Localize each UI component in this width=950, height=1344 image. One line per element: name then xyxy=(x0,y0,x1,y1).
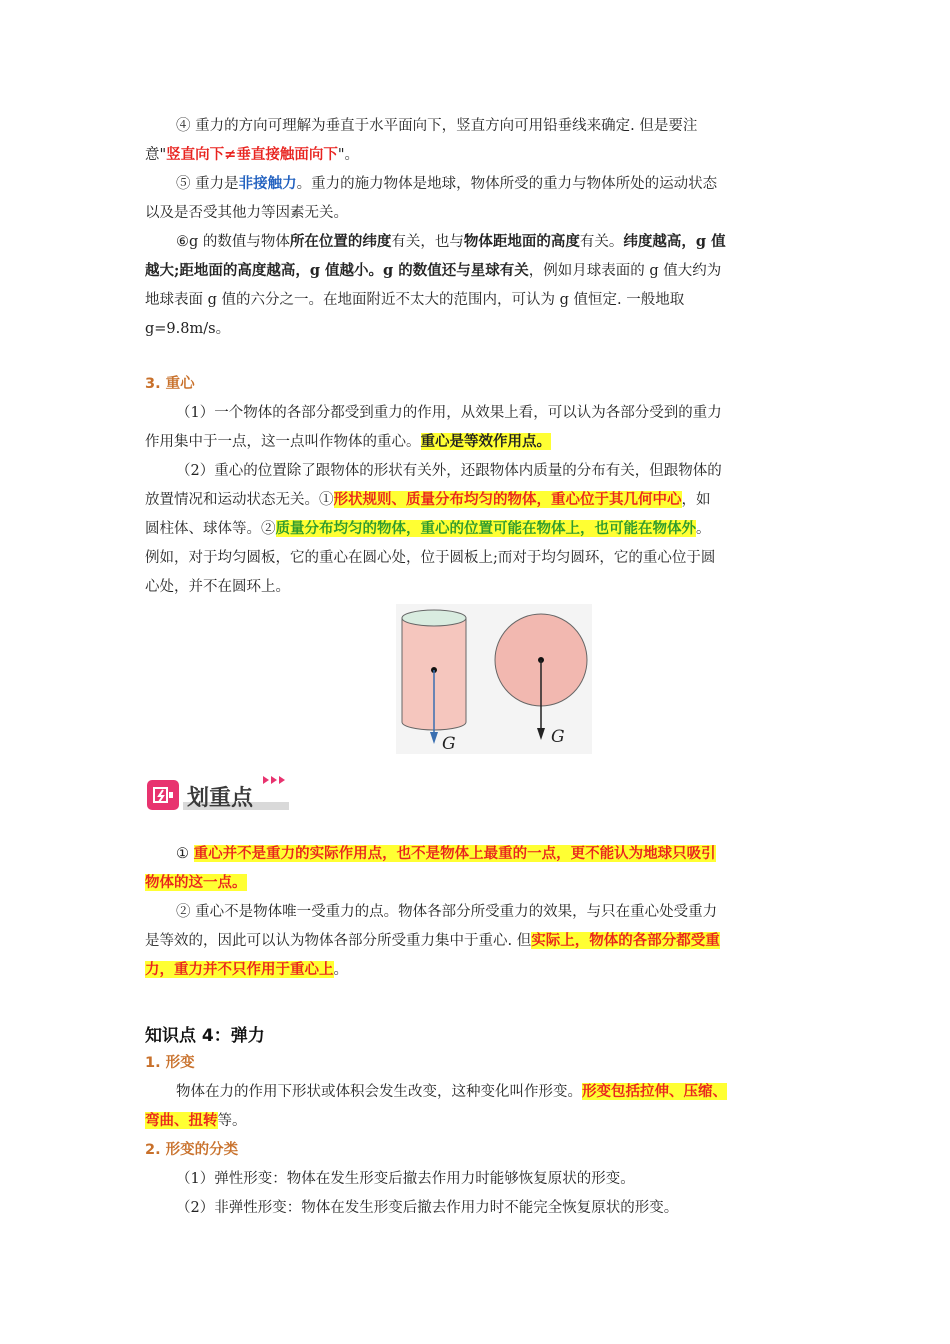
text: （2）非弹性形变：物体在发生形变后撤去作用力时不能完全恢复原状的形变。 xyxy=(176,1200,679,1216)
highlight-red: 实际上，物体的各部分都受重 xyxy=(531,932,720,949)
text: 以及是否受其他力等因素无关。 xyxy=(145,205,348,221)
cylinder-top xyxy=(402,610,466,626)
text: ，如 xyxy=(681,492,711,508)
text: 物体在力的作用下形状或体积会发生改变，这种变化叫作形变。 xyxy=(176,1084,582,1100)
highlight-red: 力，重力并不只作用于重心上 xyxy=(145,961,334,978)
key-points-badge xyxy=(147,774,293,814)
emphasis-blue: 非接触力 xyxy=(238,175,297,192)
section-title: 2. 形变的分类 xyxy=(145,1142,239,1158)
gravity-label-left: G xyxy=(442,734,456,754)
text: 有关，也与 xyxy=(391,234,464,250)
text: 。 xyxy=(696,521,711,537)
para-5-line-1 xyxy=(176,174,717,194)
para-4-line-1 xyxy=(176,116,697,136)
text: ① xyxy=(176,846,194,862)
bold: 所在位置的纬度 xyxy=(289,233,392,250)
text: 心处，并不在圆环上。 xyxy=(145,579,290,595)
section-title: 3. 重心 xyxy=(145,376,195,392)
text: 圆柱体、球体等。② xyxy=(145,521,276,537)
center-of-gravity-figure xyxy=(396,604,592,754)
sec3-a-line-1 xyxy=(176,403,722,423)
k4-s2-line-1 xyxy=(176,1169,635,1189)
text: "。 xyxy=(337,147,359,163)
text: 有关。 xyxy=(579,234,624,250)
badge-arrow-3 xyxy=(279,776,285,784)
text: 放置情况和运动状态无关。① xyxy=(145,492,334,508)
k4-s2-title xyxy=(145,1140,238,1160)
k4-s2-line-2 xyxy=(176,1198,678,1218)
badge-arrow-2 xyxy=(271,776,277,784)
bold: 纬度越高，g 值 xyxy=(623,233,726,250)
sec3-b-line-4 xyxy=(145,548,715,568)
gravity-label-right: G xyxy=(551,727,565,747)
section-3-title xyxy=(145,374,195,394)
text: ，例如月球表面的 g 值大约为 xyxy=(528,263,722,279)
emphasis-red: 竖直向下≠垂直接触面向下 xyxy=(166,146,338,163)
text: ② 重心不是物体唯一受重力的点。物体各部分所受重力的效果，与只在重心处受重力 xyxy=(176,904,718,920)
text: 例如，对于均匀圆板，它的重心在圆心处，位于圆板上;而对于均匀圆环，它的重心位于圆 xyxy=(145,550,716,566)
note-1-line-1 xyxy=(176,844,716,864)
para-6-line-1 xyxy=(176,232,726,252)
badge-text: 划重点 xyxy=(187,786,254,811)
highlight-red: 形变包括拉伸、压缩、 xyxy=(582,1083,727,1100)
text: 等。 xyxy=(217,1113,247,1129)
text: （1）弹性形变：物体在发生形变后撤去作用力时能够恢复原状的形变。 xyxy=(176,1171,635,1187)
para-5-line-2 xyxy=(145,203,348,223)
highlight-red: 弯曲、扭转 xyxy=(145,1112,218,1129)
sec3-b-line-5 xyxy=(145,577,290,597)
para-4-line-2 xyxy=(145,145,359,165)
para-6-line-2 xyxy=(145,261,721,281)
sec3-b-line-1 xyxy=(176,461,722,481)
text: （2）重心的位置除了跟物体的形状有关外，还跟物体内质量的分布有关，但跟物体的 xyxy=(176,463,722,479)
text: ⑤ 重力是 xyxy=(176,176,239,192)
para-6-line-3 xyxy=(145,290,684,310)
badge-arrow-1 xyxy=(263,776,269,784)
note-2-line-3 xyxy=(145,960,348,980)
para-6-line-4 xyxy=(145,319,230,339)
text: 地球表面 g 值的六分之一。在地面附近不太大的范围内，可认为 g 值恒定. 一般地取 xyxy=(145,292,685,308)
k4-s1-title xyxy=(145,1053,195,1073)
text: 是等效的，因此可以认为物体各部分所受重力集中于重心. 但 xyxy=(145,933,532,949)
badge-icon-tip xyxy=(169,792,173,798)
sec3-a-line-2 xyxy=(145,432,551,452)
highlight-green: 质量分布均匀的物体，重心的位置可能在物体上，也可能在物体外 xyxy=(275,520,696,537)
sec3-b-line-3 xyxy=(145,519,711,539)
bold: 越大;距地面的高度越高，g 值越小。g 的数值还与星球有关 xyxy=(145,262,529,279)
highlight: 重心是等效作用点。 xyxy=(420,433,551,450)
note-1-line-2 xyxy=(145,873,247,893)
text: ④ 重力的方向可理解为垂直于水平面向下，竖直方向可用铅垂线来确定. 但是要注 xyxy=(176,118,698,134)
highlight-red: 重心并不是重力的实际作用点，也不是物体上最重的一点，更不能认为地球只吸引 xyxy=(193,845,716,862)
text: ⑥g 的数值与物体 xyxy=(176,234,290,250)
highlight-red: 形状规则、质量分布均匀的物体，重心位于其几何中心 xyxy=(333,491,682,508)
text: 。重力的施力物体是地球，物体所受的重力与物体所处的运动状态 xyxy=(296,176,718,192)
note-2-line-2 xyxy=(145,931,720,951)
k4-s1-line-2 xyxy=(145,1111,247,1131)
highlight-red: 物体的这一点。 xyxy=(145,874,247,891)
text: （1）一个物体的各部分都受到重力的作用，从效果上看，可以认为各部分受到的重力 xyxy=(176,405,722,421)
text: 意" xyxy=(145,147,167,163)
text: 。 xyxy=(333,962,348,978)
text: 作用集中于一点，这一点叫作物体的重心。 xyxy=(145,434,421,450)
text: g=9.8m/s。 xyxy=(145,321,231,337)
note-2-line-1 xyxy=(176,902,717,922)
sec3-b-line-2 xyxy=(145,490,711,510)
bold: 物体距地面的高度 xyxy=(463,233,580,250)
section-title: 1. 形变 xyxy=(145,1055,195,1071)
k4-s1-line-1 xyxy=(176,1082,727,1102)
knowledge-point-4-title: 知识点 4：弹力 xyxy=(145,1026,265,1046)
